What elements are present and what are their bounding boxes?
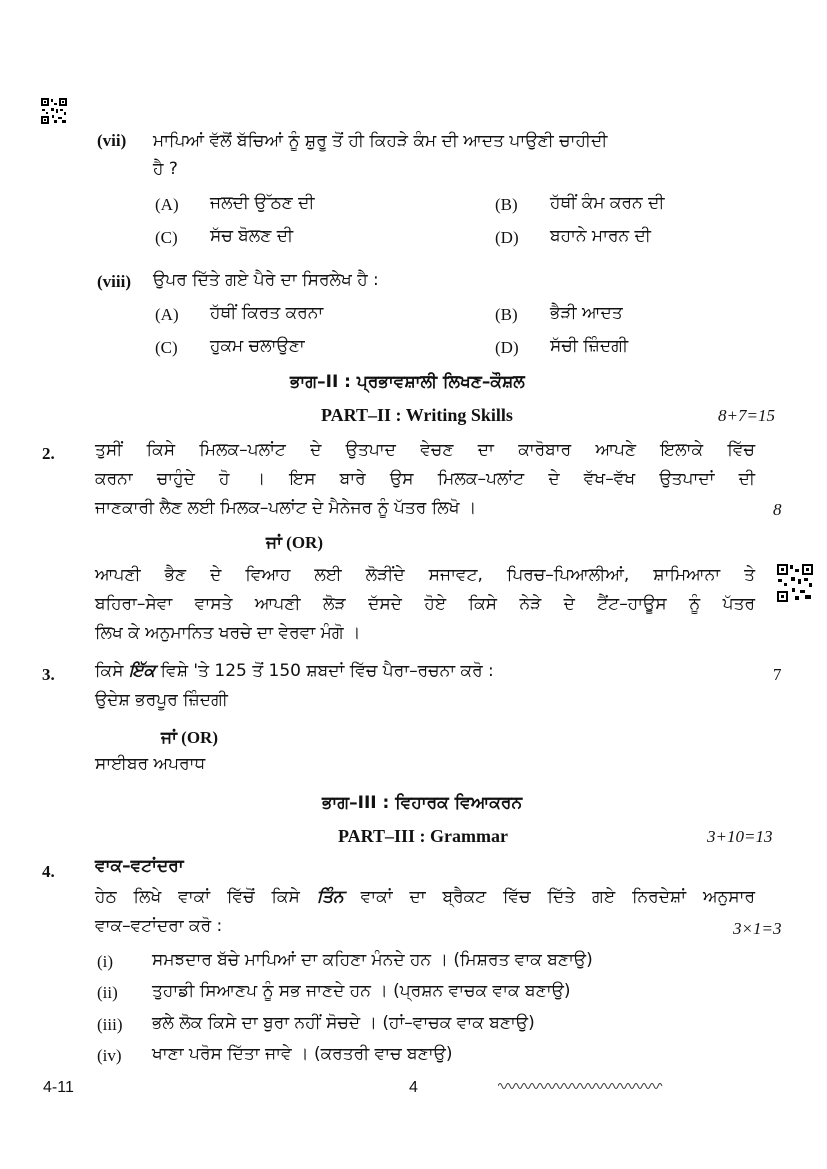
- option-label: (D): [495, 338, 519, 357]
- sub-item-text: ਖਾਣਾ ਪਰੋਸ ਦਿੱਤਾ ਜਾਵੇ । (ਕਰਤਰੀ ਵਾਚ ਬਣਾਉ): [152, 1044, 453, 1064]
- option-text: ਹੱਥੀਂ ਕੰਮ ਕਰਨ ਦੀ: [550, 193, 665, 213]
- sub-item-text: ਭਲੇ ਲੋਕ ਕਿਸੇ ਦਾ ਬੁਰਾ ਨਹੀਂ ਸੋਚਦੇ । (ਹਾਂ–ਵਾਚਕ ਵਾਕ ਬਣਾਉ): [152, 1013, 535, 1033]
- question-marks: 7: [773, 665, 782, 684]
- sub-item-text: ਸਮਝਦਾਰ ਬੱਚੇ ਮਾਪਿਆਂ ਦਾ ਕਹਿਣਾ ਮੰਨਦੇ ਹਨ । (ਮਿਸ਼ਰਤ ਵਾਕ ਬਣਾਉ): [152, 950, 593, 970]
- question-number: 4.: [42, 862, 55, 881]
- question-text: ਕਰਨਾ ਚਾਹੁੰਦੇ ਹੋ । ਇਸ ਬਾਰੇ ਉਸ ਮਿਲਕ–ਪਲਾਂਟ ਦੇ ਵੱਖ–ਵੱਖ ਉਤਪਾਦਾਂ ਦੀ: [95, 469, 755, 489]
- question-marks: 3×1=3: [733, 919, 782, 938]
- qr-code-icon: [776, 563, 814, 603]
- question-text-cont: ਹੈ ?: [153, 159, 178, 179]
- question-text: [95, 661, 494, 681]
- or-separator: ਜਾਂ (OR): [161, 728, 218, 747]
- qr-code-icon: [40, 97, 68, 125]
- emphasis-word: ਇੱਕ: [128, 661, 156, 681]
- option-text: ਭੈੜੀ ਆਦਤ: [550, 303, 623, 323]
- question-marks: 8: [773, 500, 782, 519]
- alternative-text: ਬਹਿਰਾ–ਸੇਵਾ ਵਾਸਤੇ ਆਪਣੀ ਲੋੜ ਦੱਸਦੇ ਹੋਏ ਕਿਸੇ ਨੇੜੇ ਦੇ ਟੈਂਟ–ਹਾਊਸ ਨੂੰ ਪੱਤਰ: [95, 594, 755, 614]
- question-text-part: ਹੇਠ ਲਿਖੇ ਵਾਕਾਂ ਵਿੱਚੋਂ ਕਿਸੇ: [95, 887, 317, 907]
- question-text: ਤੁਸੀਂ ਕਿਸੇ ਮਿਲਕ–ਪਲਾਂਟ ਦੇ ਉਤਪਾਦ ਵੇਚਣ ਦਾ ਕਾਰੋਬਾਰ ਆਪਣੇ ਇਲਾਕੇ ਵਿੱਚ: [95, 440, 755, 460]
- alternative-text: ਆਪਣੀ ਭੈਣ ਦੇ ਵਿਆਹ ਲਈ ਲੋੜੀਂਦੇ ਸਜਾਵਟ, ਪਿਰਚ–ਪਿਆਲੀਆਂ, ਸ਼ਾਮਿਆਨਾ ਤੇ: [95, 565, 755, 585]
- page-number: 4: [409, 1079, 418, 1096]
- question-text: ਮਾਪਿਆਂ ਵੱਲੋਂ ਬੱਚਿਆਂ ਨੂੰ ਸ਼ੁਰੂ ਤੋਂ ਹੀ ਕਿਹੜੇ ਕੰਮ ਦੀ ਆਦਤ ਪਾਉਣੀ ਚਾਹੀਦੀ: [153, 131, 608, 151]
- topic-option: ਉਦੇਸ਼ ਭਰਪੂਰ ਜ਼ਿੰਦਗੀ: [95, 690, 228, 710]
- section-title-english: PART–II : Writing Skills: [321, 405, 513, 425]
- question-text-part: ਕਿਸੇ: [95, 661, 129, 681]
- question-text: ਵਾਕ–ਵਟਾਂਦਰਾ ਕਰੋ :: [95, 916, 223, 936]
- question-text-part: ਵਿਸ਼ੇ 'ਤੇ 125 ਤੋਂ 150 ਸ਼ਬਦਾਂ ਵਿੱਚ ਪੈਰਾ–ਰਚਨਾ ਕਰੋ :: [155, 661, 494, 681]
- paper-code: 4-11: [43, 1079, 74, 1096]
- option-text: ਸੱਚ ਬੋਲਣ ਦੀ: [210, 226, 294, 246]
- emphasis-word: ਤਿੰਨ: [316, 887, 344, 907]
- option-label: (A): [155, 305, 179, 324]
- option-text: ਹੱਥੀਂ ਕਿਰਤ ਕਰਨਾ: [210, 303, 324, 323]
- sub-item-label: (i): [97, 952, 114, 971]
- section-marks: 3+10=13: [707, 827, 773, 846]
- section-marks: 8+7=15: [718, 406, 775, 425]
- option-label: (B): [495, 305, 518, 324]
- question-number: 2.: [42, 444, 55, 463]
- sub-item-text: ਤੁਹਾਡੀ ਸਿਆਣਪ ਨੂੰ ਸਭ ਜਾਣਦੇ ਹਨ । (ਪ੍ਰਸ਼ਨ ਵਾਚਕ ਵਾਕ ਬਣਾਉ): [152, 981, 571, 1001]
- section-title-punjabi: ਭਾਗ–II : ਪ੍ਰਭਾਵਸ਼ਾਲੀ ਲਿਖਣ–ਕੌਸ਼ਲ: [290, 372, 525, 392]
- option-label: (C): [155, 338, 178, 357]
- question-text-part: ਵਾਕਾਂ ਦਾ ਬ੍ਰੈਕਟ ਵਿੱਚ ਦਿੱਤੇ ਗਏ ਨਿਰਦੇਸ਼ਾਂ ਅਨੁਸਾਰ: [343, 887, 755, 907]
- wavy-line-decoration: [498, 1080, 664, 1092]
- option-text: ਹੁਕਮ ਚਲਾਉਣਾ: [210, 336, 305, 356]
- sub-item-label: (iv): [97, 1046, 122, 1065]
- or-separator: ਜਾਂ (OR): [266, 533, 323, 552]
- question-number: (vii): [97, 131, 127, 150]
- question-text: ਜਾਣਕਾਰੀ ਲੈਣ ਲਈ ਮਿਲਕ–ਪਲਾਂਟ ਦੇ ਮੈਨੇਜਰ ਨੂੰ ਪੱਤਰ ਲਿਖੋ ।: [95, 498, 477, 518]
- option-label: (B): [495, 195, 518, 214]
- option-text: ਜਲਦੀ ਉੱਠਣ ਦੀ: [210, 193, 315, 213]
- question-number: 3.: [42, 665, 55, 684]
- section-title-punjabi: ਭਾਗ–III : ਵਿਹਾਰਕ ਵਿਆਕਰਨ: [322, 793, 523, 813]
- option-label: (C): [155, 228, 178, 247]
- option-label: (A): [155, 195, 179, 214]
- option-text: ਸੱਚੀ ਜ਼ਿੰਦਗੀ: [550, 336, 629, 356]
- section-title-english: PART–III : Grammar: [338, 826, 509, 846]
- sub-item-label: (iii): [97, 1015, 123, 1034]
- question-number: (viii): [97, 272, 131, 291]
- topic-option: ਸਾਈਬਰ ਅਪਰਾਧ: [95, 754, 206, 774]
- question-text: [95, 887, 755, 907]
- option-text: ਬਹਾਨੇ ਮਾਰਨ ਦੀ: [550, 226, 651, 246]
- alternative-text: ਲਿਖ ਕੇ ਅਨੁਮਾਨਿਤ ਖਰਚੇ ਦਾ ਵੇਰਵਾ ਮੰਗੋ ।: [95, 623, 361, 643]
- question-text: ਉਪਰ ਦਿੱਤੇ ਗਏ ਪੈਰੇ ਦਾ ਸਿਰਲੇਖ ਹੈ :: [153, 270, 379, 290]
- option-label: (D): [495, 228, 519, 247]
- sub-item-label: (ii): [97, 983, 118, 1002]
- question-heading: ਵਾਕ–ਵਟਾਂਦਰਾ: [95, 856, 184, 876]
